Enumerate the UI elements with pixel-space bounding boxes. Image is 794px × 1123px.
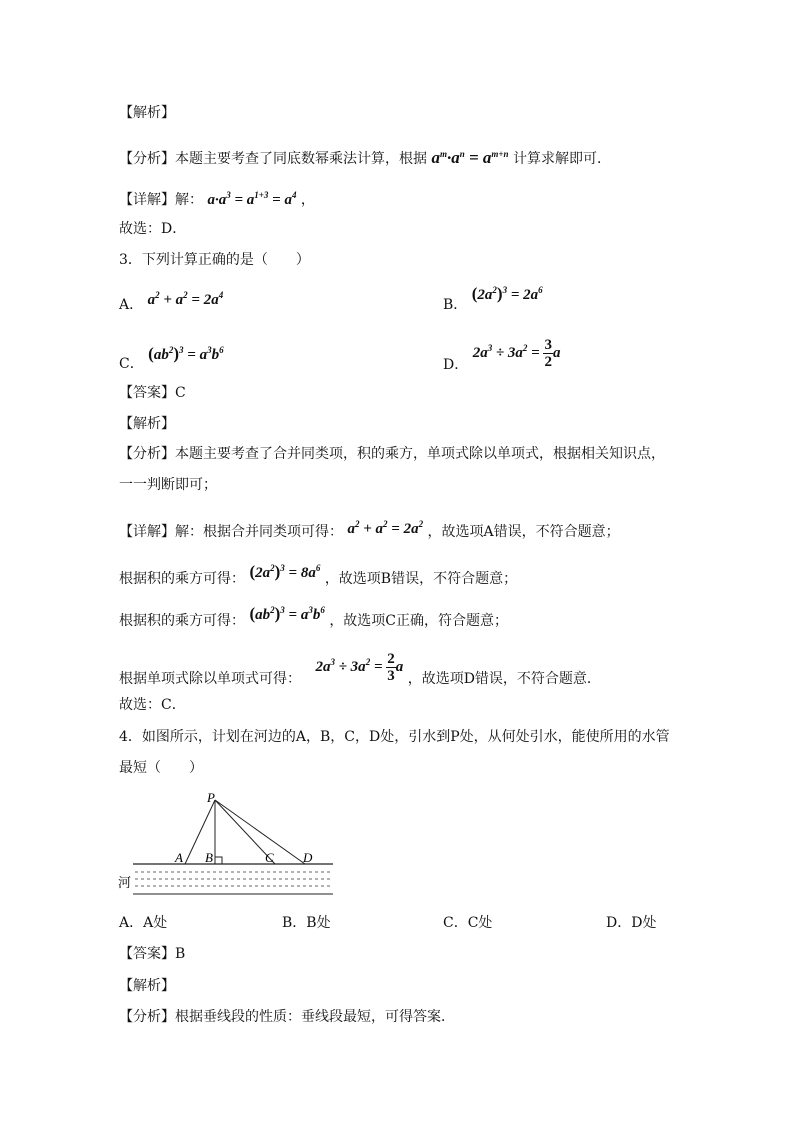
option-c-formula: $(ab^2)^3 = a^3b^6$: [148, 344, 224, 363]
option-c-label: C．: [119, 356, 144, 372]
question-4-stem-line1: 4．如图所示，计划在河边的A，B，C，D处，引水到P处，从何处引水，能使所用的水管: [119, 729, 670, 745]
option-b-formula: $(2a^2)^3 = 2a^6$: [471, 284, 543, 303]
detail-q3-text2: 根据积的乘方可得：: [119, 571, 245, 587]
analysis-q4: 【分析】根据垂线段的性质：垂线段最短，可得答案．: [119, 1009, 455, 1025]
answer-q4: 【答案】B: [119, 946, 186, 962]
option-a-label: A．: [119, 297, 144, 313]
detail-q3-formula3: $(ab^2)^3 = a^3b^6$: [249, 604, 325, 623]
q4-option-a: A．A处: [119, 915, 168, 931]
detail-q3-line2: [119, 564, 517, 589]
detail-q3-text4: 根据单项式除以单项式可得：: [119, 670, 301, 687]
option-c-q3: [119, 344, 224, 374]
q4-option-c: C．C处: [443, 915, 493, 931]
label-D: D: [303, 850, 313, 865]
detail-q3-line3: [119, 606, 508, 631]
line-PD: [215, 800, 305, 864]
label-B: B: [205, 850, 213, 865]
label-C: C: [265, 850, 274, 865]
detail-label: 【详解】解：: [119, 192, 203, 208]
jiexi-label-q3: 【解析】: [119, 416, 175, 432]
analysis-text: 【分析】本题主要考查了同底数幂乘法计算，根据: [119, 151, 427, 167]
option-d-formula: $2a^3 \div 3a^2$ = $\frac{3}{2}$ a: [472, 337, 561, 370]
formula-exponent-rule: $a^m\cdot a^n = a^{m+n}$: [431, 148, 509, 167]
option-d-label: D．: [443, 356, 469, 373]
label-river: 河: [118, 875, 132, 890]
analysis-text-end: 计算求解即可．: [513, 151, 612, 167]
section-jiexi-label: 【解析】: [119, 105, 175, 121]
detail-q3-line1: [119, 517, 620, 542]
question-3-stem: 3．下列计算正确的是（ ）: [119, 252, 310, 268]
detail-q3-text2-end: ，故选项B错误，不符合题意；: [324, 571, 518, 587]
river-figure: [115, 788, 340, 903]
choice-line-q3: 故选：C．: [119, 697, 186, 713]
detail-comma: ，: [300, 192, 315, 208]
choice-line-q2: 故选：D．: [119, 221, 187, 237]
jiexi-label-q4: 【解析】: [119, 978, 175, 994]
detail-q3-text1: 【详解】解：根据合并同类项可得：: [119, 524, 343, 540]
detail-q3-text3: 根据积的乘方可得：: [119, 613, 245, 629]
right-angle-mark: [215, 857, 222, 864]
detail-q3-formula1: $a^2 + a^2 = 2a^2$: [347, 519, 424, 537]
detail-line-q2: [119, 185, 315, 210]
answer-q3: 【答案】C: [119, 385, 186, 401]
q4-option-b: B．B处: [282, 915, 331, 931]
detail-q3-line4: [119, 651, 601, 696]
option-a-formula: $a^2 + a^2 = 2a^4$: [147, 290, 224, 308]
label-P: P: [207, 790, 215, 805]
question-4-stem-line2: 最短（ ）: [119, 760, 203, 776]
analysis-q3-line2: 一一判断即可；: [119, 477, 217, 493]
detail-q3-formula4: $2a^3 \div 3a^2$ = $\frac{2}{3}$ a: [315, 651, 404, 684]
detail-q3-text4-end: ，故选项D错误，不符合题意．: [407, 670, 601, 687]
label-A: A: [175, 850, 183, 865]
detail-q3-formula2: $(2a^2)^3 = 8a^6$: [249, 562, 321, 581]
analysis-q3-line1: 【分析】本题主要考查了合并同类项，积的乘方，单项式除以单项式，根据相关知识点，: [119, 446, 665, 462]
option-b-label: B．: [443, 297, 468, 313]
detail-q3-text1-end: ，故选项A错误，不符合题意；: [427, 524, 620, 540]
q4-option-d: D．D处: [606, 915, 657, 931]
formula-detail-q2: $a\cdot a^3 = a^{1+3} = a^4$: [207, 190, 297, 208]
detail-q3-text3-end: ，故选项C正确，符合题意；: [329, 613, 509, 629]
analysis-line-q2: [119, 144, 611, 169]
option-d-q3: [443, 337, 561, 382]
option-a-q3: [119, 290, 223, 315]
option-b-q3: [443, 284, 543, 315]
